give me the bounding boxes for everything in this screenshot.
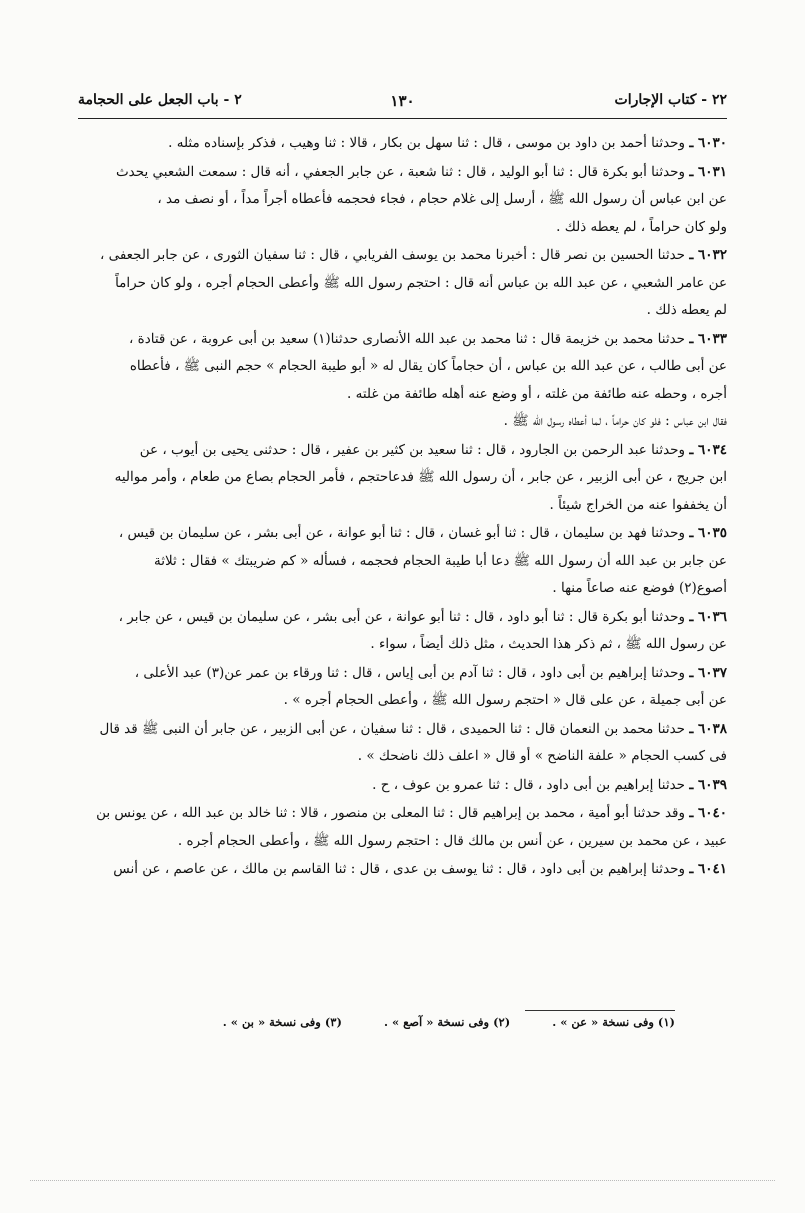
scan-edge-line xyxy=(30,1180,775,1181)
line-text: عن ابن عباس أن رسول الله ﷺ ، أرسل إلى غلام حجام ، فجاء فحجمه فأعطاه أجراً مداً ، أو نصف مد ، xyxy=(157,191,727,207)
footnotes xyxy=(95,1015,675,1037)
hadith-number: ٦٠٣١ ـ xyxy=(689,163,727,180)
line-text: أجره ، وحطه عنه طائفة من غلته ، أو وضع عنه أهله طائفة من غلته . xyxy=(347,385,727,402)
text-line xyxy=(90,408,727,436)
hadith-paragraph xyxy=(90,716,727,771)
hadith-paragraph xyxy=(90,437,727,520)
header-book-title: ٢٢ - كتاب الإجارات xyxy=(614,92,727,108)
text-line xyxy=(90,437,727,465)
hadith-number: ٦٠٣٥ ـ xyxy=(689,525,727,541)
line-text: حدثنا إبراهيم بن أبى داود ، قال : ثنا عمرو بن عوف ، ح . xyxy=(372,776,686,793)
text-line xyxy=(90,772,727,800)
line-text: عن جابر بن عبد الله أن رسول الله ﷺ دعا أبا طيبة الحجام فحجمه ، فسأله « كم ضريبتك » فقال : ثلاثة xyxy=(153,552,727,569)
text-line xyxy=(90,186,727,214)
hadith-paragraph xyxy=(90,159,727,242)
text-line xyxy=(90,800,727,828)
hadith-number: ٦٠٣٩ ـ xyxy=(689,776,727,793)
footnote-separator xyxy=(525,1010,675,1011)
line-text: فى كسب الحجام « علفة الناضح » أو قال « اعلف ذلك ناضحك » . xyxy=(357,748,727,764)
line-text: وحدثنا أبو بكرة قال : ثنا أبو الوليد ، قال : ثنا شعبة ، عن جابر الجعفي ، أنه قال : سمعت الشعبي يحدث xyxy=(115,163,686,180)
text-line xyxy=(90,548,727,576)
hadith-paragraph xyxy=(90,520,727,603)
line-text: لم يعطه ذلك . xyxy=(646,302,727,318)
hadith-number: ٦٠٣٤ ـ xyxy=(689,441,727,458)
main-text xyxy=(90,130,727,884)
hadith-paragraph xyxy=(90,856,727,884)
hadith-paragraph xyxy=(90,130,727,158)
text-line xyxy=(90,660,727,688)
line-text: وقد حدثنا أبو أمية ، محمد بن إبراهيم قال : ثنا المعلى بن منصور ، قالا : ثنا خالد بن عبد الله ، عن يونس بن xyxy=(96,805,686,821)
text-line xyxy=(90,631,727,659)
line-text: وحدثنا أحمد بن داود بن موسى ، قال : ثنا سهل بن بكار ، قالا : ثنا وهيب ، فذكر بإسناده مثله . xyxy=(168,135,686,151)
hadith-number: ٦٠٤٠ ـ xyxy=(689,805,727,821)
line-text: عن عامر الشعبي ، عن عبد الله بن عباس أنه قال : احتجم رسول الله ﷺ وأعطى الحجام أجره ، ولو كان حراماً xyxy=(115,274,727,291)
line-text: حدثنا محمد بن خزيمة قال : ثنا محمد بن عبد الله الأنصارى حدثنا(١) سعيد بن أبى عروبة ، عن قتادة ، xyxy=(128,330,686,347)
text-line xyxy=(90,326,727,354)
text-line xyxy=(90,743,727,771)
text-line xyxy=(90,687,727,715)
text-line xyxy=(90,159,727,187)
hadith-paragraph xyxy=(90,242,727,325)
text-line xyxy=(90,242,727,270)
line-text: أن يخففوا عنه من الخراج شيئاً . xyxy=(549,496,727,513)
line-text: ولو كان حراماً ، لم يعطه ذلك . xyxy=(556,218,727,235)
hadith-number: ٦٠٣٨ ـ xyxy=(689,720,727,737)
line-text: عن رسول الله ﷺ ، ثم ذكر هذا الحديث ، مثل ذلك أيضاً ، سواء . xyxy=(370,636,727,652)
text-line xyxy=(90,604,727,632)
text-line xyxy=(90,353,727,381)
text-line xyxy=(90,270,727,298)
line-text: عن أبى جميلة ، عن على قال « احتجم رسول الله ﷺ ، وأعطى الحجام أجره » . xyxy=(283,692,727,708)
hadith-paragraph xyxy=(90,326,727,436)
text-line xyxy=(90,130,727,158)
line-text: وحدثنا أبو بكرة قال : ثنا أبو داود ، قال : ثنا أبو عوانة ، عن أبى بشر ، عن سليمان بن قيس ، عن جابر ، xyxy=(118,608,686,625)
text-line xyxy=(90,297,727,325)
footnote-3: (٣) وفى نسخة « بن » . xyxy=(222,1015,342,1029)
line-text: أصوع(٢) فوضع عنه صاعاً منها . xyxy=(552,580,727,596)
header-chapter-title: ٢ - باب الجعل على الحجامة xyxy=(78,92,242,108)
header-rule xyxy=(78,118,727,119)
footnote-1: (١) وفى نسخة « عن » . xyxy=(552,1015,675,1029)
text-line xyxy=(90,828,727,856)
hadith-paragraph xyxy=(90,800,727,855)
line-text: عبيد ، عن محمد بن سيرين ، عن أنس بن مالك قال : احتجم رسول الله ﷺ ، وأعطى الحجام أجره . xyxy=(177,832,727,849)
line-text: ابن جريج ، عن أبى الزبير ، عن جابر ، أن رسول الله ﷺ فدعاحتجم ، فأمر الحجام بصاع من طعام ، وأمر مواليه xyxy=(114,469,727,485)
line-text: وحدثنا إبراهيم بن أبى داود ، قال : ثنا يوسف بن عدى ، قال : ثنا القاسم بن مالك ، عن عاصم ، عن أنس xyxy=(113,861,686,877)
line-text: فقال ابن عباس : فلو كان حراماً ، لما أعطاه رسول الله ﷺ . xyxy=(503,413,727,429)
line-text: وحدثنا إبراهيم بن أبى داود ، قال : ثنا آدم بن أبى إياس ، قال : ثنا ورقاء بن عمر عن(٣) عبد الأعلى ، xyxy=(134,664,686,681)
hadith-paragraph xyxy=(90,660,727,715)
line-text: وحدثنا عبد الرحمن بن الجارود ، قال : ثنا سعيد بن كثير بن عفير ، قال : حدثنى يحيى بن أيوب ، عن xyxy=(139,441,686,458)
running-header xyxy=(78,92,727,116)
hadith-number: ٦٠٣٣ ـ xyxy=(689,330,727,347)
hadith-number: ٦٠٣٦ ـ xyxy=(689,608,727,625)
line-text: عن أبى طالب ، عن عبد الله بن عباس ، أن حجاماً كان يقال له « أبو طيبة الحجام » حجم النبى ﷺ ، فأعطاه xyxy=(129,358,727,374)
hadith-number: ٦٠٤١ ـ xyxy=(689,861,727,877)
hadith-number: ٦٠٣٧ ـ xyxy=(689,664,727,681)
text-line xyxy=(90,381,727,409)
text-line xyxy=(90,716,727,744)
hadith-paragraph xyxy=(90,604,727,659)
text-line xyxy=(90,214,727,242)
hadith-number: ٦٠٣٢ ـ xyxy=(689,247,727,263)
line-text: حدثنا محمد بن النعمان قال : ثنا الحميدى ، قال : ثنا سفيان ، عن أبى الزبير ، عن جابر أن النبى ﷺ قد قال xyxy=(99,720,686,737)
text-line xyxy=(90,464,727,492)
text-line xyxy=(90,575,727,603)
page-number: ١٣٠ xyxy=(390,92,415,110)
hadith-paragraph xyxy=(90,772,727,800)
hadith-number: ٦٠٣٠ ـ xyxy=(689,135,727,151)
footnote-2: (٢) وفى نسخة « آصع » . xyxy=(383,1015,511,1029)
line-text: وحدثنا فهد بن سليمان ، قال : ثنا أبو غسان ، قال : ثنا أبو عوانة ، عن أبى بشر ، عن سليمان بن قيس ، xyxy=(118,525,686,541)
text-line xyxy=(90,856,727,884)
text-line xyxy=(90,492,727,520)
line-text: حدثنا الحسين بن نصر قال : أخبرنا محمد بن يوسف الفريابي ، قال : ثنا سفيان الثورى ، عن جابر الجعفى ، xyxy=(99,247,686,263)
text-line xyxy=(90,520,727,548)
